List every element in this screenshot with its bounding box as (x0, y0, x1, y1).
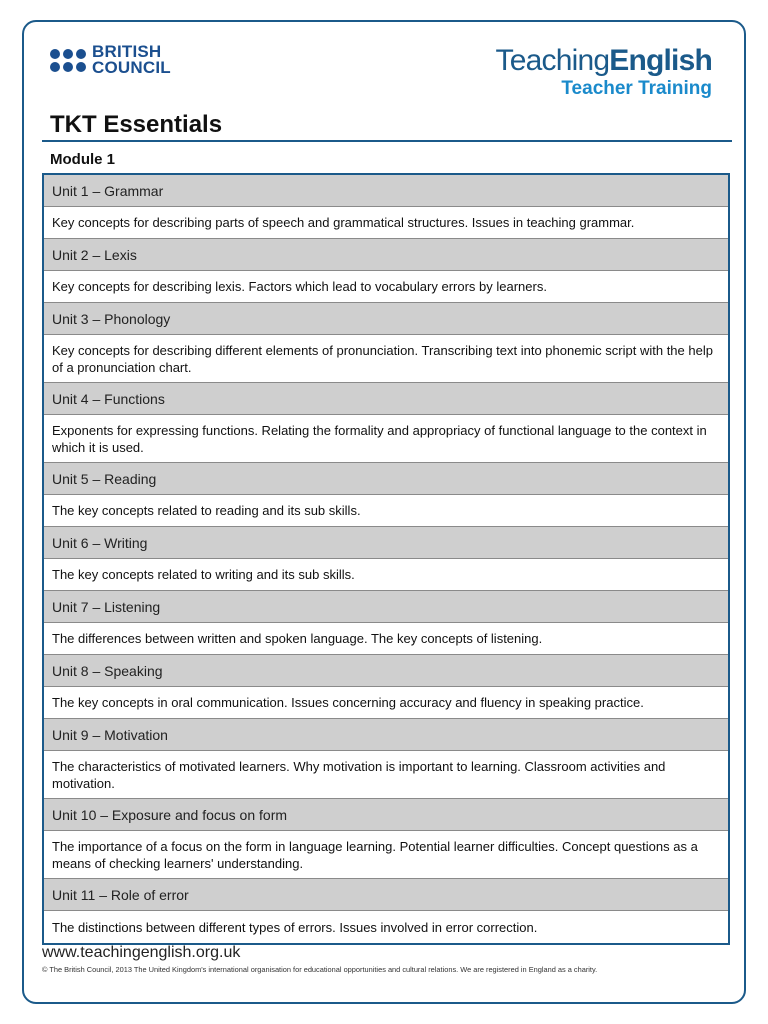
unit-description-row: The key concepts in oral communication. Issues concerning accuracy and fluency in speaking practice. (44, 687, 728, 719)
unit-description-row: Key concepts for describing lexis. Factors which lead to vocabulary errors by learners. (44, 271, 728, 303)
unit-heading-row: Unit 10 – Exposure and focus on form (44, 799, 728, 831)
unit-description-row: The differences between written and spoken language. The key concepts of listening. (44, 623, 728, 655)
page-title: TKT Essentials (50, 111, 223, 138)
teaching-english-logo (496, 44, 712, 100)
unit-heading-row: Unit 5 – Reading (44, 463, 728, 495)
british-council-logo (50, 44, 171, 76)
british-council-wordmark: BRITISH COUNCIL (92, 42, 171, 77)
unit-heading-row: Unit 1 – Grammar (44, 175, 728, 207)
footer-url: www.teachingenglish.org.uk (42, 944, 241, 961)
unit-heading-row: Unit 11 – Role of error (44, 879, 728, 911)
unit-description-row: The importance of a focus on the form in language learning. Potential learner difficulties. Concept questions as a means of checking learners' understanding. (44, 831, 728, 879)
footer-copyright: © The British Council, 2013 The United Kingdom's international organisation for educational opportunities and cultural relations. We are registered in England as a charity. (42, 965, 598, 974)
unit-heading-row: Unit 9 – Motivation (44, 719, 728, 751)
teaching-english-wordmark: TeachingEnglish (495, 44, 712, 77)
unit-description-row: The distinctions between different types of errors. Issues involved in error correction. (44, 911, 728, 943)
unit-description-row: Key concepts for describing parts of speech and grammatical structures. Issues in teaching grammar. (44, 207, 728, 239)
unit-heading-row: Unit 4 – Functions (44, 383, 728, 415)
unit-description-row: The key concepts related to writing and its sub skills. (44, 559, 728, 591)
unit-heading-row: Unit 8 – Speaking (44, 655, 728, 687)
unit-description-row: The key concepts related to reading and its sub skills. (44, 495, 728, 527)
module-label: Module 1 (50, 151, 116, 168)
unit-heading-row: Unit 3 – Phonology (44, 303, 728, 335)
unit-heading-row: Unit 7 – Listening (44, 591, 728, 623)
unit-description-row: Exponents for expressing functions. Relating the formality and appropriacy of functional language to the context in which it is used. (44, 415, 728, 463)
unit-description-row: The characteristics of motivated learners. Why motivation is important to learning. Classroom activities and motivation. (44, 751, 728, 799)
teacher-training-subtitle: Teacher Training (561, 78, 712, 99)
units-table (42, 173, 730, 945)
british-council-dots-icon (50, 49, 86, 72)
unit-heading-row: Unit 2 – Lexis (44, 239, 728, 271)
unit-heading-row: Unit 6 – Writing (44, 527, 728, 559)
unit-description-row: Key concepts for describing different elements of pronunciation. Transcribing text into phonemic script with the help of a pronunciation chart. (44, 335, 728, 383)
title-divider (42, 140, 732, 142)
